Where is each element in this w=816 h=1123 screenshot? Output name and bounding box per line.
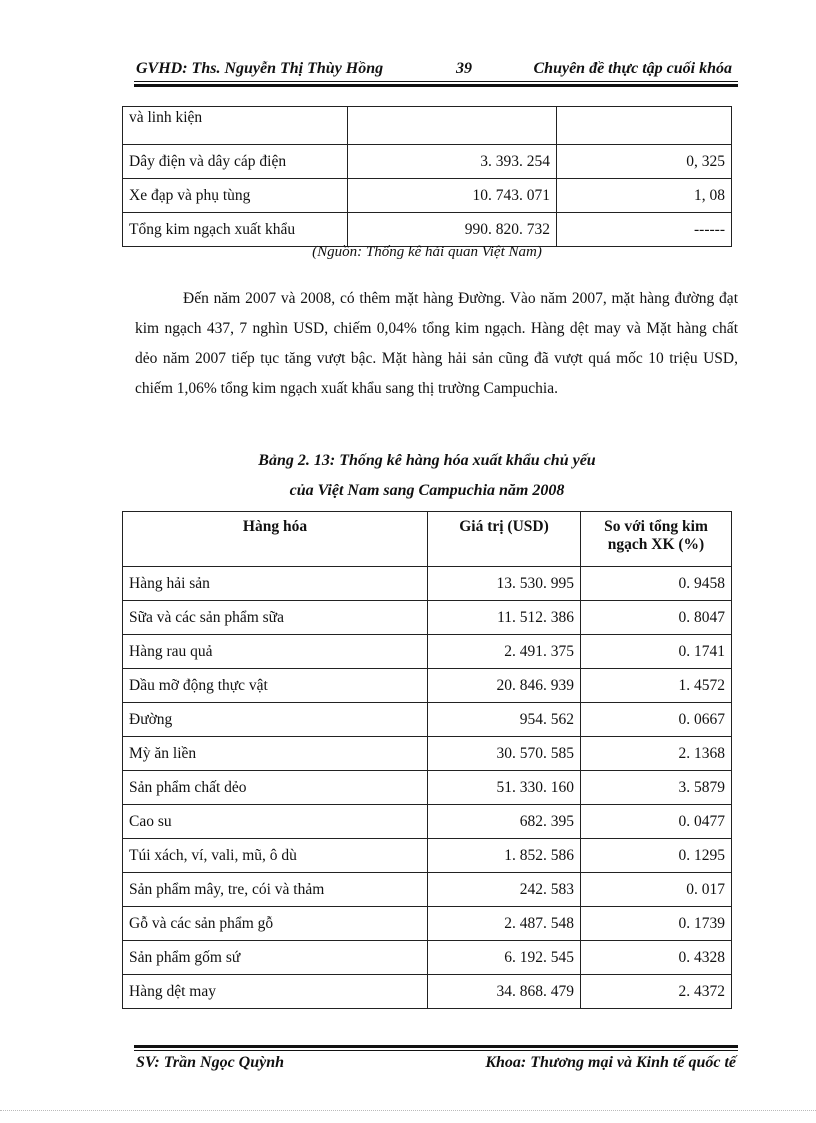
header-advisor: GVHD: Ths. Nguyễn Thị Thùy Hồng (136, 60, 384, 77)
table-row (123, 179, 732, 213)
table-row (123, 145, 732, 179)
cell-percent: 2. 1368 (581, 737, 732, 771)
cell-item: Dầu mỡ động thực vật (123, 669, 428, 703)
table-caption-line-2: của Việt Nam sang Campuchia năm 2008 (289, 482, 565, 499)
cell-value: 1. 852. 586 (428, 839, 581, 873)
cell-value (348, 107, 557, 145)
cell-value: 34. 868. 479 (428, 975, 581, 1009)
paragraph-text: Đến năm 2007 và 2008, có thêm mặt hàng Đường. Vào năm 2007, mặt hàng đường đạt kim ngạch 437, 7 nghìn USD, chiếm 0,04% tổng kim ngạch. Hàng dệt may và Mặt hàng chất dẻo năm 2007 tiếp tục tăng vượt bậc. Mặt hàng hải sản cũng đã vượt quá mốc 10 triệu USD, chiếm 1,06% tổng kim ngạch xuất khẩu sang thị trường Campuchia. (135, 290, 738, 397)
table-row (123, 771, 732, 805)
cell-percent: 0. 9458 (581, 567, 732, 601)
cell-item: Gỗ và các sản phẩm gỗ (123, 907, 428, 941)
cell-percent: 1. 4572 (581, 669, 732, 703)
table-row (123, 567, 732, 601)
table-row (123, 669, 732, 703)
cell-value: 10. 743. 071 (348, 179, 557, 213)
table-row (123, 839, 732, 873)
cell-value: 6. 192. 545 (428, 941, 581, 975)
cell-item: Mỳ ăn liền (123, 737, 428, 771)
cell-item: Hàng rau quả (123, 635, 428, 669)
header-rule-thin (134, 81, 738, 82)
body-paragraph (135, 284, 738, 404)
cell-value: 990. 820. 732 (348, 213, 557, 247)
cell-item: Dây điện và dây cáp điện (123, 145, 348, 179)
table-row (123, 635, 732, 669)
header-value: Giá trị (USD) (428, 512, 581, 567)
cell-value: 30. 570. 585 (428, 737, 581, 771)
table-row (123, 107, 732, 145)
cell-value: 682. 395 (428, 805, 581, 839)
table-row (123, 737, 732, 771)
table-row (123, 213, 732, 247)
footer-rule-thin (134, 1050, 738, 1051)
footer-faculty: Khoa: Thương mại và Kinh tế quốc tế (485, 1054, 736, 1071)
cell-value: 2. 487. 548 (428, 907, 581, 941)
export-table-2008 (122, 511, 732, 1009)
cell-value: 20. 846. 939 (428, 669, 581, 703)
cell-item: Cao su (123, 805, 428, 839)
table-header-row (123, 512, 732, 567)
header-percent: So với tổng kim ngạch XK (%) (581, 512, 732, 567)
page-number: 39 (456, 60, 472, 77)
cell-percent: ------ (557, 213, 732, 247)
cell-percent: 0. 1741 (581, 635, 732, 669)
cell-item: Hàng dệt may (123, 975, 428, 1009)
table-continued (122, 106, 732, 247)
table-row (123, 601, 732, 635)
footer-rule-thick (134, 1045, 738, 1048)
cell-percent: 0, 325 (557, 145, 732, 179)
cell-value: 11. 512. 386 (428, 601, 581, 635)
table-row (123, 975, 732, 1009)
cell-item: Hàng hải sản (123, 567, 428, 601)
cell-percent: 0. 1295 (581, 839, 732, 873)
cell-percent: 0. 0667 (581, 703, 732, 737)
cell-value: 2. 491. 375 (428, 635, 581, 669)
page-footer (134, 1054, 738, 1076)
cell-percent: 0. 4328 (581, 941, 732, 975)
cell-percent: 3. 5879 (581, 771, 732, 805)
cell-percent: 0. 017 (581, 873, 732, 907)
cell-item: Sữa và các sản phẩm sữa (123, 601, 428, 635)
cell-percent: 0. 0477 (581, 805, 732, 839)
page-header (134, 58, 734, 82)
cell-item: Xe đạp và phụ tùng (123, 179, 348, 213)
cell-value: 51. 330. 160 (428, 771, 581, 805)
cell-percent (557, 107, 732, 145)
cell-item: Đường (123, 703, 428, 737)
cell-value: 13. 530. 995 (428, 567, 581, 601)
table-row (123, 703, 732, 737)
header-title: Chuyên đề thực tập cuối khóa (533, 60, 732, 77)
table-source-note: (Nguồn: Thống kê hải quan Việt Nam) (312, 244, 542, 260)
cell-item: Tổng kim ngạch xuất khẩu (123, 213, 348, 247)
cell-item: và linh kiện (123, 107, 348, 145)
table-row (123, 873, 732, 907)
table-row (123, 805, 732, 839)
cell-value: 3. 393. 254 (348, 145, 557, 179)
cell-percent: 2. 4372 (581, 975, 732, 1009)
cell-percent: 0. 1739 (581, 907, 732, 941)
cell-value: 954. 562 (428, 703, 581, 737)
cell-item: Sản phẩm gốm sứ (123, 941, 428, 975)
header-rule-thick (134, 84, 738, 87)
header-goods: Hàng hóa (123, 512, 428, 567)
table-row (123, 941, 732, 975)
cell-percent: 0. 8047 (581, 601, 732, 635)
table-caption-line-1: Bảng 2. 13: Thống kê hàng hóa xuất khẩu chủ yếu (258, 452, 596, 469)
cell-item: Sản phẩm mây, tre, cói và thảm (123, 873, 428, 907)
table-row (123, 907, 732, 941)
cell-percent: 1, 08 (557, 179, 732, 213)
cell-value: 242. 583 (428, 873, 581, 907)
footer-student: SV: Trần Ngọc Quỳnh (136, 1054, 285, 1071)
page-edge-divider (0, 1110, 816, 1112)
cell-item: Túi xách, ví, vali, mũ, ô dù (123, 839, 428, 873)
cell-item: Sản phẩm chất dẻo (123, 771, 428, 805)
